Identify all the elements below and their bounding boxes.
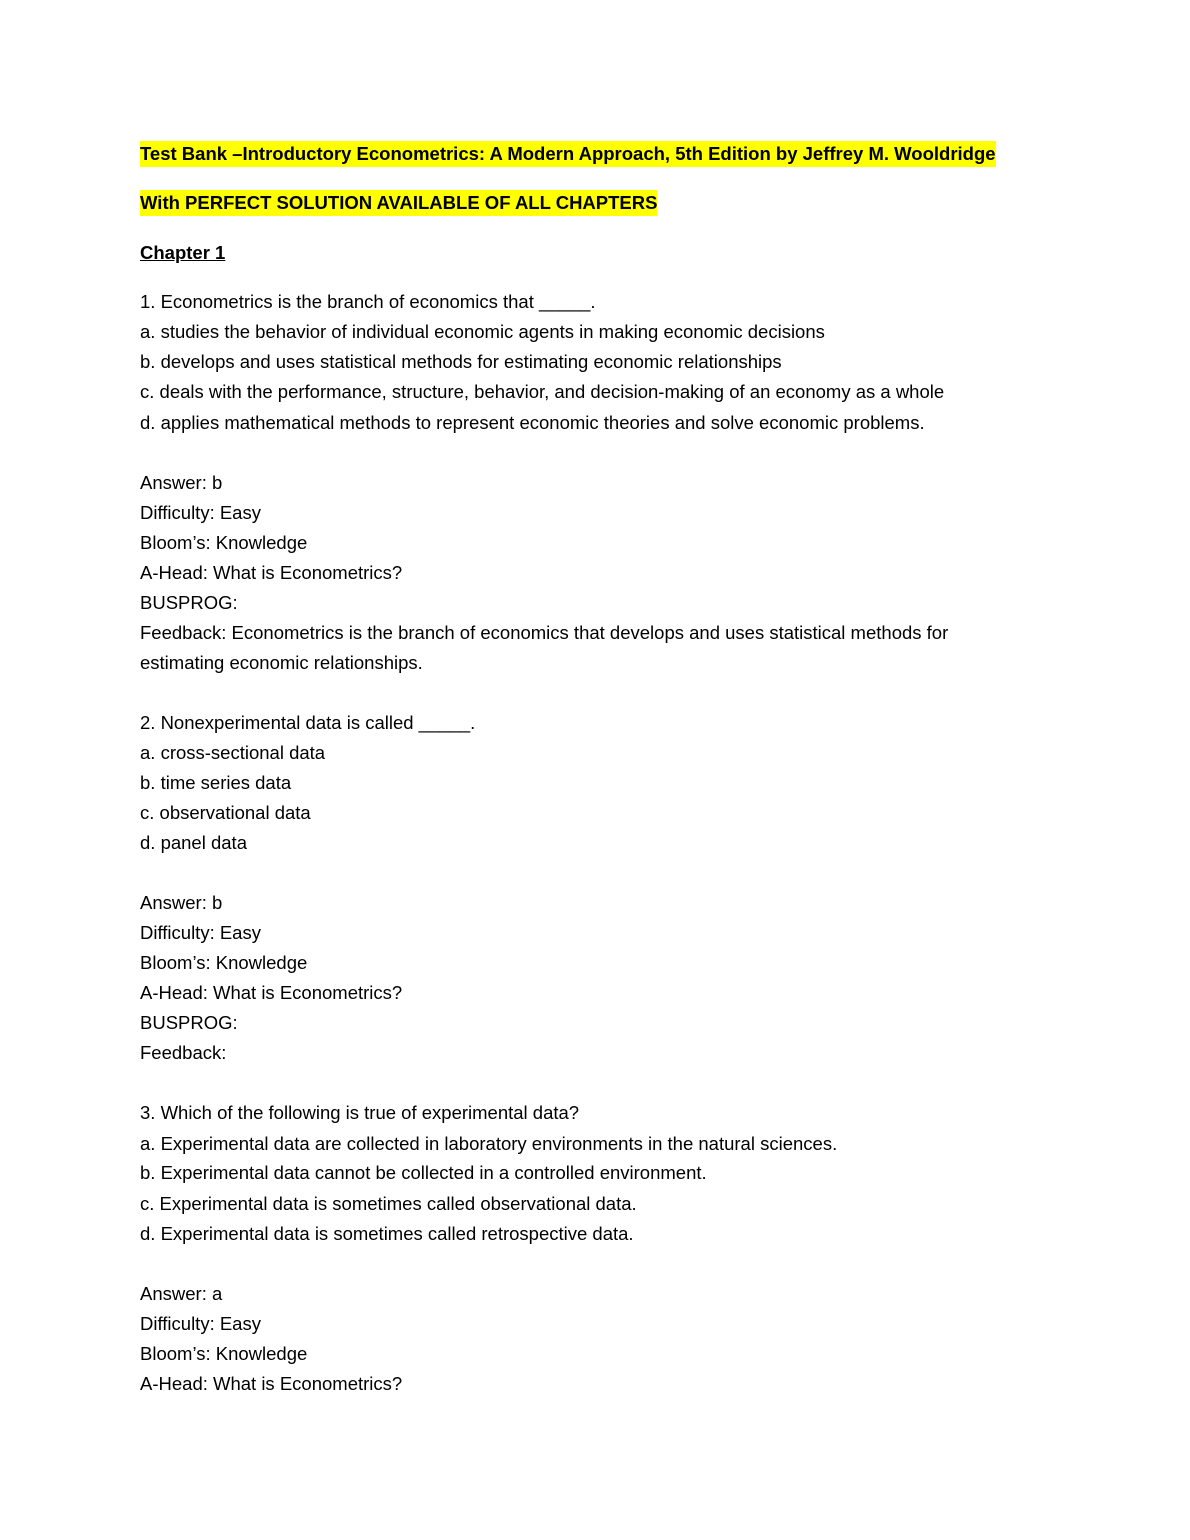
question-3-difficulty: Difficulty: Easy: [140, 1313, 261, 1334]
document-title: [140, 142, 996, 166]
question-1-ahead: A-Head: What is Econometrics?: [140, 562, 403, 583]
question-2-option-c: c. observational data: [140, 802, 311, 823]
question-1-answer: Answer: b: [140, 472, 223, 493]
question-3-text: 3. Which of the following is true of experimental data?: [140, 1102, 580, 1123]
question-2-blooms: Bloom’s: Knowledge: [140, 952, 308, 973]
question-3-blooms: Bloom’s: Knowledge: [140, 1343, 308, 1364]
question-2-option-b: b. time series data: [140, 772, 292, 793]
question-2-text: 2. Nonexperimental data is called _____.: [140, 712, 476, 733]
question-2-feedback: Feedback:: [140, 1042, 227, 1063]
chapter-heading: Chapter 1: [140, 242, 226, 263]
question-3-option-b: b. Experimental data cannot be collected in a controlled environment.: [140, 1162, 707, 1183]
question-1-option-a: a. studies the behavior of individual economic agents in making economic decisions: [140, 321, 825, 342]
question-3-option-d: d. Experimental data is sometimes called retrospective data.: [140, 1223, 634, 1244]
question-3-ahead: A-Head: What is Econometrics?: [140, 1373, 403, 1394]
question-3-answer: Answer: a: [140, 1283, 223, 1304]
question-1-blooms: Bloom’s: Knowledge: [140, 532, 308, 553]
question-1-option-c: c. deals with the performance, structure, behavior, and decision-making of an economy as a whole: [140, 381, 945, 402]
question-1-option-b: b. develops and uses statistical methods for estimating economic relationships: [140, 351, 782, 372]
question-2-ahead: A-Head: What is Econometrics?: [140, 982, 403, 1003]
question-1-difficulty: Difficulty: Easy: [140, 502, 261, 523]
question-3-option-a: a. Experimental data are collected in laboratory environments in the natural sciences.: [140, 1133, 838, 1154]
question-3-option-c: c. Experimental data is sometimes called observational data.: [140, 1193, 637, 1214]
document-page: [140, 0, 1040, 1540]
question-1-busprog: BUSPROG:: [140, 592, 238, 613]
subtitle-highlight: With PERFECT SOLUTION AVAILABLE OF ALL CHAPTERS: [140, 190, 657, 216]
question-2-option-a: a. cross-sectional data: [140, 742, 326, 763]
question-2-option-d: d. panel data: [140, 832, 247, 853]
question-1-text: 1. Econometrics is the branch of economics that _____.: [140, 291, 596, 312]
question-2-answer: Answer: b: [140, 892, 223, 913]
question-2-difficulty: Difficulty: Easy: [140, 922, 261, 943]
document-subtitle: [140, 191, 657, 215]
question-1-feedback-cont: estimating economic relationships.: [140, 652, 423, 673]
question-1-option-d: d. applies mathematical methods to represent economic theories and solve economic problems.: [140, 412, 925, 433]
question-1-feedback: Feedback: Econometrics is the branch of economics that develops and uses statistical methods for: [140, 622, 949, 643]
question-2-busprog: BUSPROG:: [140, 1012, 238, 1033]
title-highlight: Test Bank –Introductory Econometrics: A Modern Approach, 5th Edition by Jeffrey M. Wooldridge: [140, 141, 996, 167]
